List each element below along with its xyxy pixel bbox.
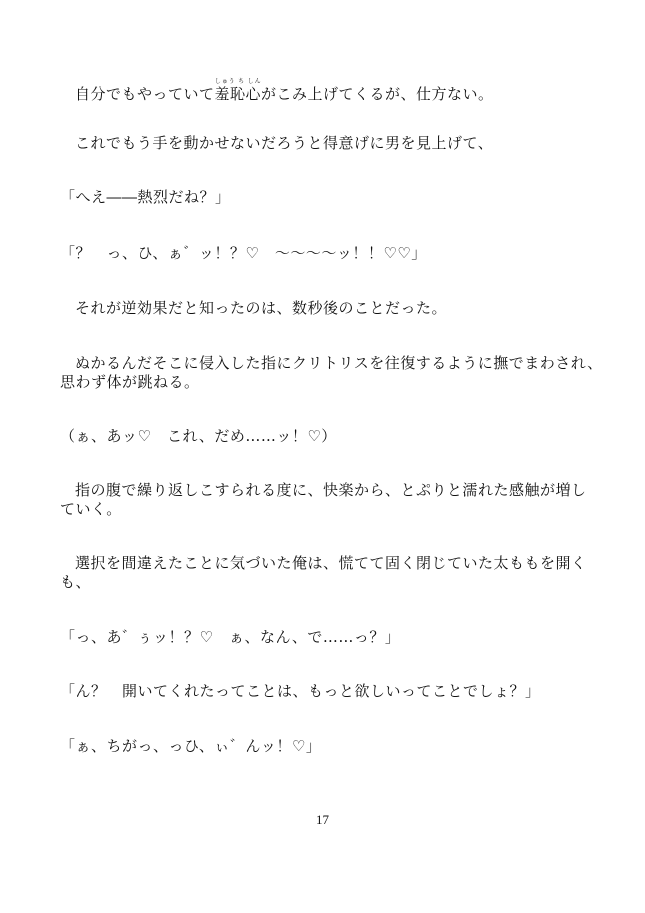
furigana-word bbox=[214, 78, 262, 103]
paragraph-4-line-2: 思わず体が跳ねる。 bbox=[60, 373, 200, 391]
paragraph-6-line-1: 選択を間違えたことに気づいた俺は、慌てて固く閉じていた太ももを開く bbox=[75, 554, 587, 572]
furigana-base: 羞恥心 bbox=[214, 85, 262, 103]
dialogue-4: 「ん？ 開いてくれたってことは、もっと欲しいってことでしょ？」 bbox=[60, 682, 541, 700]
dialogue-1: 「へえ――熱烈だね？」 bbox=[60, 188, 231, 206]
paragraph-3: それが逆効果だと知ったのは、数秒後のことだった。 bbox=[75, 299, 448, 317]
page-number: 17 bbox=[316, 812, 329, 827]
dialogue-2: 「？ っ、ひ、ぁ゛ッ！？♡ 〜〜〜〜ッ！！♡♡」 bbox=[60, 244, 427, 262]
dialogue-5: 「ぁ、ちがっ、っひ、ぃ゛んッ！♡」 bbox=[60, 737, 322, 755]
paragraph-5-line-2: ていく。 bbox=[60, 500, 122, 518]
paragraph-1-pre: 自分でもやっていて bbox=[75, 85, 215, 103]
paragraph-4-line-1: ぬかるんだそこに侵入した指にクリトリスを往復するように撫でまわされ、 bbox=[75, 354, 603, 372]
paragraph-5-line-1: 指の腹で繰り返しこすられる度に、快楽から、とぷりと濡れた感触が増し bbox=[75, 481, 587, 499]
furigana-reading: しゅう ち しん bbox=[214, 78, 262, 85]
dialogue-3: 「っ、あ゛ぅッ！？♡ ぁ、なん、で……っ？」 bbox=[60, 628, 401, 646]
paragraph-6-line-2: も、 bbox=[60, 573, 92, 591]
paragraph-1-post: がこみ上げてくるが、仕方ない。 bbox=[261, 85, 494, 103]
paragraph-2: これでもう手を動かせないだろうと得意げに男を見上げて、 bbox=[75, 134, 494, 152]
paragraph-1 bbox=[60, 78, 494, 104]
inner-thought: （ぁ、あッ♡ これ、だめ……ッ！♡） bbox=[60, 427, 337, 445]
